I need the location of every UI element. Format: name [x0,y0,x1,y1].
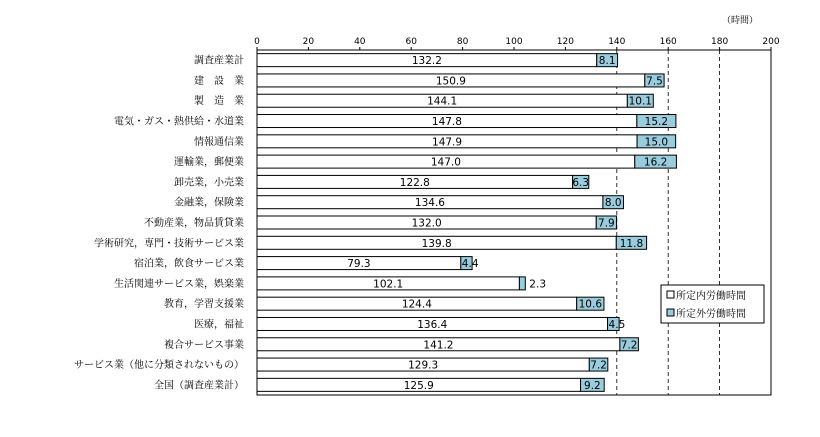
category-label: 建 設 業 [194,75,244,87]
overtime-value-label: 10.6 [578,298,603,311]
x-tick-label: 0 [254,37,260,47]
x-tick-label: 100 [505,37,523,47]
overtime-value-label: 2.3 [529,278,547,291]
overtime-value-label: 4.4 [461,258,479,271]
overtime-value-label: 10.1 [628,95,653,108]
scheduled-value-label: 132.0 [411,217,442,230]
scheduled-value-label: 147.8 [431,116,462,129]
legend-label-scheduled: 所定内労働時間 [676,291,746,302]
bar-overtime-hours [519,277,525,290]
unit-label: （時間） [722,16,759,26]
x-tick-label: 40 [354,37,366,47]
category-label: 電気・ガス・熱供給・水道業 [114,116,244,128]
x-tick-label: 120 [556,37,574,47]
category-label: 製 造 業 [194,96,244,108]
category-label: 全国（調査産業計） [154,380,244,392]
overtime-value-label: 15.2 [644,116,669,129]
category-label: 調査産業計 [194,55,244,67]
legend-swatch-scheduled [667,291,674,298]
x-tick-label: 200 [762,37,780,47]
x-axis-ticks [254,37,780,50]
overtime-value-label: 4.5 [608,318,626,331]
overtime-value-label: 16.2 [643,156,668,169]
x-tick-label: 180 [711,37,729,47]
x-tick-label: 20 [302,37,315,47]
legend-swatch-overtime [667,309,674,316]
scheduled-value-label: 102.1 [373,278,404,291]
overtime-value-label: 7.2 [590,359,607,372]
category-label: 情報通信業 [194,136,244,148]
overtime-value-label: 7.5 [646,75,663,88]
overtime-value-label: 7.2 [620,339,638,352]
category-labels [74,54,244,392]
overtime-value-label: 8.1 [598,55,616,68]
category-label: 医療，福祉 [194,319,244,331]
scheduled-value-label: 132.2 [411,55,442,68]
scheduled-value-label: 122.8 [399,176,430,189]
overtime-value-label: 11.8 [619,237,644,250]
scheduled-value-label: 139.8 [421,237,452,250]
scheduled-value-label: 134.6 [414,197,445,210]
scheduled-value-label: 129.3 [408,359,439,372]
scheduled-value-label: 124.4 [401,298,432,311]
scheduled-value-label: 125.9 [403,379,434,392]
x-tick-label: 140 [608,37,626,47]
overtime-value-label: 8.0 [604,197,622,210]
category-label: 生活関連サービス業，娯楽業 [114,278,244,290]
overtime-value-label: 15.0 [644,136,669,149]
category-label: 宿泊業，飲食サービス業 [134,258,244,270]
category-label: 運輸業，郵便業 [174,157,244,169]
category-label: 複合サービス事業 [164,339,244,351]
x-tick-label: 160 [659,37,677,47]
x-tick-label: 60 [405,37,417,47]
legend-label-overtime: 所定外労働時間 [676,309,746,320]
scheduled-value-label: 147.9 [432,136,463,149]
scheduled-value-label: 150.9 [435,75,466,88]
category-label: 教育，学習支援業 [164,299,244,311]
category-label: 不動産業，物品賃貸業 [144,218,244,229]
overtime-value-label: 9.2 [584,379,601,392]
bars [257,54,676,392]
category-label: 学術研究，専門・技術サービス業 [94,238,244,250]
scheduled-value-label: 144.1 [427,95,458,108]
scheduled-value-label: 147.0 [430,156,461,169]
scheduled-value-label: 141.2 [423,339,454,352]
category-label: サービス業（他に分類されないもの） [74,360,244,372]
category-label: 卸売業，小売業 [174,177,244,189]
legend [661,285,764,323]
scheduled-value-label: 79.3 [347,258,371,271]
category-label: 金融業，保険業 [174,197,244,209]
overtime-value-label: 7.9 [598,217,615,230]
x-tick-label: 80 [456,37,469,47]
scheduled-value-label: 136.4 [417,318,448,331]
overtime-value-label: 6.3 [572,176,590,189]
